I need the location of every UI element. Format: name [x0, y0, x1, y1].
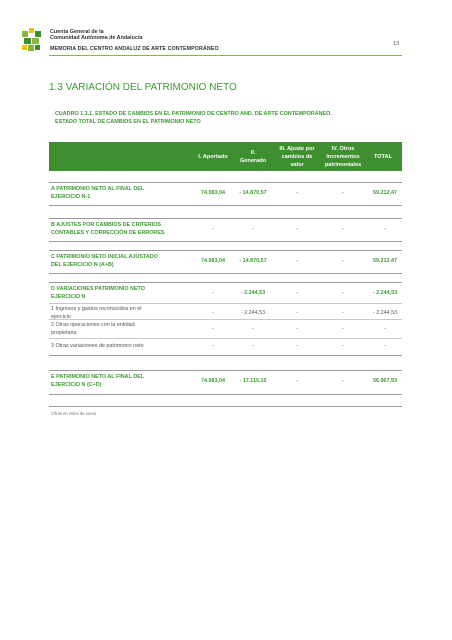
table-cell: - — [342, 326, 344, 332]
row-divider — [49, 406, 402, 407]
table-cell: - — [296, 326, 298, 332]
row-label-line: 2 Otras operaciones con la entidad — [51, 322, 135, 328]
row-label-line: A PATRIMONIO NETO AL FINAL DEL — [51, 186, 145, 192]
table-cell: - — [296, 378, 298, 384]
row-label-line: C PATRIMONIO NETO INICIAL AJUSTADO — [51, 254, 158, 260]
table-cell: - — [212, 310, 214, 316]
row-divider — [49, 282, 402, 283]
cuadro-caption-line2: ESTADO TOTAL DE CAMBIOS EN EL PATRIMONIO NETO — [55, 119, 201, 125]
column-header: TOTAL — [373, 153, 393, 160]
row-label-line: DEL EJERCICIO N (A+B) — [51, 261, 114, 268]
column-header: IV. Otros — [331, 145, 355, 152]
table-cell: - — [342, 378, 344, 384]
table-cell: 74.083,04 — [201, 378, 225, 384]
row-label-line: EJERCICIO N-1 — [51, 193, 91, 200]
row-divider — [49, 182, 402, 183]
org-line-1: Cuenta General de la — [50, 29, 104, 35]
table-cell: - 2.244,53 — [372, 290, 398, 296]
table-cell: - — [212, 343, 214, 349]
row-divider — [49, 370, 402, 371]
memoria-title: MEMORIA DEL CENTRO ANDALUZ DE ARTE CONTEMPORÁNEO — [50, 46, 219, 52]
column-header: Generado — [239, 157, 267, 164]
row-divider — [49, 241, 402, 242]
row-divider — [49, 394, 402, 395]
table-cell: - — [384, 226, 386, 232]
row-label-line: D VARIACIONES PATRIMONIO NETO — [51, 286, 145, 292]
row-label — [51, 254, 196, 270]
table-cell: - — [384, 326, 386, 332]
column-header: II. — [250, 149, 256, 156]
column-header: III. Ajuste por — [279, 145, 315, 152]
table-cell: 56.967,93 — [373, 378, 397, 384]
section-title: 1.3 VARIACIÓN DEL PATRIMONIO NETO — [49, 82, 237, 93]
table-cell: - — [296, 190, 298, 196]
table-cell: - — [296, 290, 298, 296]
column-header: I. Aportado — [198, 153, 228, 160]
row-divider — [49, 303, 402, 304]
row-label — [51, 186, 196, 202]
row-label-line: 3 Otras variaciones de patrimonio neto — [51, 343, 144, 349]
table-cell: - — [252, 326, 254, 332]
table-cell: 59.212,47 — [373, 190, 397, 196]
table-cell: - 14.870,57 — [239, 258, 267, 264]
row-label — [51, 286, 196, 302]
table-cell: - — [342, 190, 344, 196]
table-cell: 59.212,47 — [373, 258, 397, 264]
table-cell: - 2.244,53 — [240, 310, 266, 316]
row-label — [51, 222, 196, 238]
row-label-line: EJERCICIO N — [51, 293, 86, 300]
row-divider — [49, 250, 402, 251]
logo-icon — [20, 27, 44, 54]
table-cell: - 14.870,57 — [239, 190, 267, 196]
table-cell: - — [296, 310, 298, 316]
table-cell: - — [342, 290, 344, 296]
column-header: valor — [290, 161, 304, 168]
table-cell: - — [252, 226, 254, 232]
table-cell: - — [252, 343, 254, 349]
table-cell: - — [296, 226, 298, 232]
table-cell: - 17.115,10 — [239, 378, 267, 384]
table-cell: - — [296, 343, 298, 349]
row-label-line: B AJUSTES POR CAMBIOS DE CRITERIOS — [51, 222, 162, 228]
header-rule — [49, 55, 402, 56]
column-header: patrimoniales — [324, 161, 362, 168]
table-cell: - — [384, 343, 386, 349]
row-label — [51, 322, 196, 338]
cuadro-caption-line1: CUADRO 1.3.1. ESTADO DE CAMBIOS EN EL PATRIMONIO DE CENTRO AND. DE ARTE CONTEMPORÁNEO. — [55, 111, 332, 117]
table-cell: - — [342, 310, 344, 316]
row-label-line: E PATRIMONIO NETO AL FINAL DEL — [51, 374, 145, 380]
row-label-line: 1 Ingresos y gastos reconocidos en el — [51, 306, 142, 312]
row-label — [51, 343, 196, 351]
junta-logo — [20, 27, 44, 54]
row-divider — [49, 355, 402, 356]
footnote: Cifras en miles de euros — [51, 411, 97, 416]
row-label — [51, 306, 196, 322]
row-divider — [49, 218, 402, 219]
row-divider — [49, 205, 402, 206]
org-line-2: Comunidad Autónoma de Andalucía — [50, 35, 143, 41]
table-cell: - — [342, 226, 344, 232]
table-cell: - — [212, 226, 214, 232]
column-header: incrementos — [326, 153, 360, 160]
row-divider — [49, 273, 402, 274]
row-label-line: CONTABLES Y CORRECCIÓN DE ERRORES — [51, 229, 165, 236]
row-label — [51, 374, 196, 390]
row-label-line: ejercicio — [51, 313, 71, 320]
table-cell: - 2.244,53 — [372, 310, 398, 316]
page-number: 13 — [393, 41, 400, 47]
table-cell: 74.083,04 — [201, 258, 225, 264]
table-cell: - — [342, 343, 344, 349]
row-label-line: EJERCICIO N (C+D) — [51, 381, 102, 388]
table-cell: 74.083,04 — [201, 190, 225, 196]
table-cell: - — [212, 290, 214, 296]
column-header: cambios de — [281, 153, 313, 160]
table-cell: - 2.244,53 — [240, 290, 266, 296]
table-cell: - — [296, 258, 298, 264]
table-cell: - — [342, 258, 344, 264]
table-cell: - — [212, 326, 214, 332]
row-label-line: propietaria — [51, 329, 77, 336]
row-divider — [49, 338, 402, 339]
